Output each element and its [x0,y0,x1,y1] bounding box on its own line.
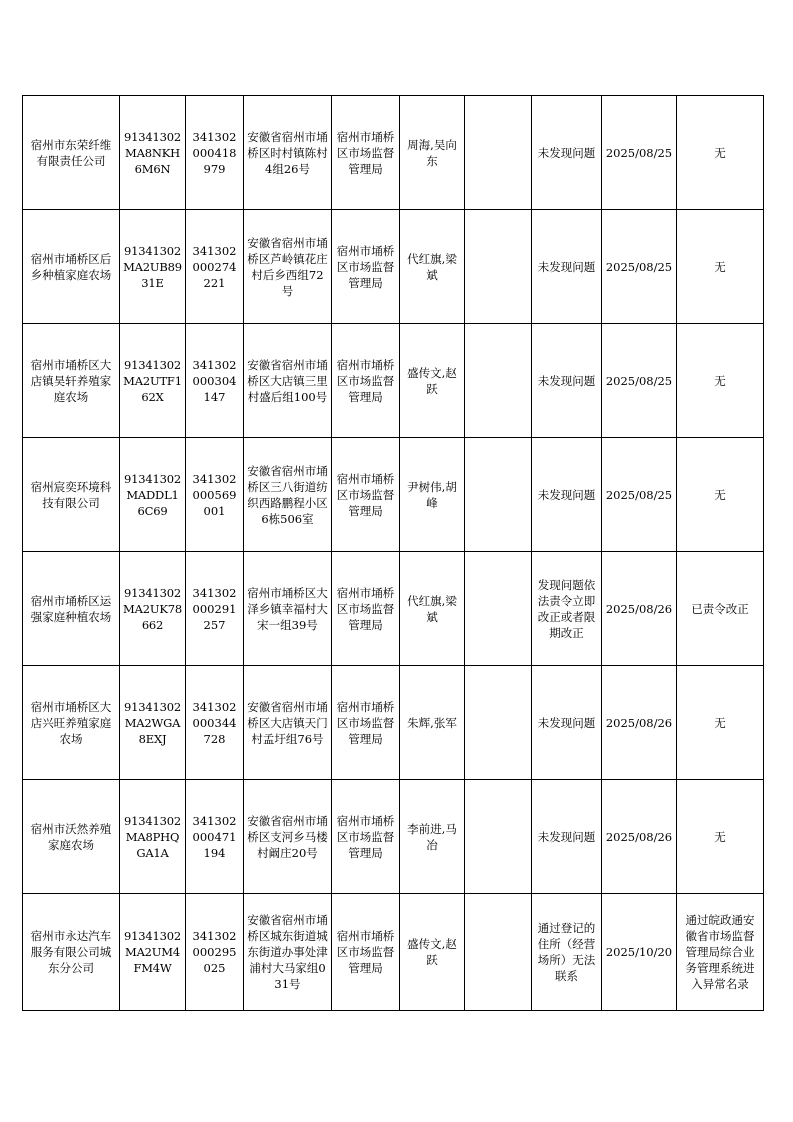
handling-cell: 无 [677,210,764,324]
company-name-cell: 宿州宸奕环境科技有限公司 [23,438,120,552]
credit-code-cell: 91341302MA2WGA8EXJ [120,666,186,780]
result-cell: 未发现问题 [532,210,602,324]
address-cell: 安徽省宿州市埇桥区大店镇三里村盛后组100号 [244,324,332,438]
inspectors-cell: 李前进,马冶 [400,780,465,894]
credit-code-cell: 91341302MA8PHQGA1A [120,780,186,894]
handling-cell: 无 [677,780,764,894]
credit-code-cell: 91341302MA8NKH6M6N [120,96,186,210]
company-name-cell: 宿州市沃然养殖家庭农场 [23,780,120,894]
result-cell: 通过登记的住所（经营场所）无法联系 [532,894,602,1011]
company-name-cell: 宿州市埇桥区大店兴旺养殖家庭农场 [23,666,120,780]
table-row [23,894,764,1011]
authority-cell: 宿州市埇桥区市场监督管理局 [332,666,400,780]
date-cell: 2025/08/25 [602,210,677,324]
inspectors-cell: 代红旗,梁斌 [400,552,465,666]
handling-cell: 无 [677,96,764,210]
date-cell: 2025/08/25 [602,96,677,210]
address-cell: 安徽省宿州市埇桥区大店镇天门村孟圩组76号 [244,666,332,780]
date-cell: 2025/08/26 [602,780,677,894]
authority-cell: 宿州市埇桥区市场监督管理局 [332,210,400,324]
address-cell: 安徽省宿州市埇桥区时村镇陈村4组26号 [244,96,332,210]
handling-cell: 无 [677,666,764,780]
authority-cell: 宿州市埇桥区市场监督管理局 [332,324,400,438]
result-cell: 未发现问题 [532,324,602,438]
registration-number-cell: 341302000291257 [186,552,244,666]
authority-cell: 宿州市埇桥区市场监督管理局 [332,438,400,552]
address-cell: 安徽省宿州市埇桥区支河乡马楼村阚庄20号 [244,780,332,894]
company-name-cell: 宿州市永达汽车服务有限公司城东分公司 [23,894,120,1011]
table-row [23,666,764,780]
inspection-results-table [22,95,764,1011]
company-name-cell: 宿州市埇桥区运强家庭种植农场 [23,552,120,666]
table-row [23,438,764,552]
credit-code-cell: 91341302MA2UB8931E [120,210,186,324]
address-cell: 安徽省宿州市埇桥区城东街道城东街道办事处津浦村大马家组031号 [244,894,332,1011]
registration-number-cell: 341302000304147 [186,324,244,438]
registration-number-cell: 341302000274221 [186,210,244,324]
table-row [23,552,764,666]
authority-cell: 宿州市埇桥区市场监督管理局 [332,552,400,666]
result-cell: 未发现问题 [532,666,602,780]
date-cell: 2025/08/25 [602,324,677,438]
inspectors-cell: 周海,吴向东 [400,96,465,210]
empty-cell [465,96,532,210]
empty-cell [465,780,532,894]
authority-cell: 宿州市埇桥区市场监督管理局 [332,96,400,210]
empty-cell [465,438,532,552]
table-row [23,780,764,894]
result-cell: 未发现问题 [532,438,602,552]
empty-cell [465,894,532,1011]
table-row [23,210,764,324]
inspectors-cell: 代红旗,梁斌 [400,210,465,324]
empty-cell [465,666,532,780]
handling-cell: 已责令改正 [677,552,764,666]
credit-code-cell: 91341302MADDL16C69 [120,438,186,552]
inspectors-cell: 朱辉,张军 [400,666,465,780]
registration-number-cell: 341302000569001 [186,438,244,552]
table-row [23,324,764,438]
registration-number-cell: 341302000344728 [186,666,244,780]
empty-cell [465,552,532,666]
address-cell: 安徽省宿州市埇桥区芦岭镇花庄村后乡西组72号 [244,210,332,324]
date-cell: 2025/10/20 [602,894,677,1011]
company-name-cell: 宿州市埇桥区大店镇昊轩养殖家庭农场 [23,324,120,438]
result-cell: 未发现问题 [532,96,602,210]
handling-cell: 无 [677,324,764,438]
date-cell: 2025/08/25 [602,438,677,552]
credit-code-cell: 91341302MA2UM4FM4W [120,894,186,1011]
credit-code-cell: 91341302MA2UTF162X [120,324,186,438]
date-cell: 2025/08/26 [602,552,677,666]
authority-cell: 宿州市埇桥区市场监督管理局 [332,780,400,894]
handling-cell: 通过皖政通安徽省市场监督管理局综合业务管理系统进入异常名录 [677,894,764,1011]
company-name-cell: 宿州市埇桥区后乡种植家庭农场 [23,210,120,324]
table-row [23,96,764,210]
inspectors-cell: 盛传文,赵跃 [400,324,465,438]
result-cell: 未发现问题 [532,780,602,894]
result-cell: 发现问题依法责令立即改正或者限期改正 [532,552,602,666]
registration-number-cell: 341302000418979 [186,96,244,210]
inspectors-cell: 尹树伟,胡峰 [400,438,465,552]
company-name-cell: 宿州市东荣纤维有限责任公司 [23,96,120,210]
credit-code-cell: 91341302MA2UK78662 [120,552,186,666]
handling-cell: 无 [677,438,764,552]
registration-number-cell: 341302000471194 [186,780,244,894]
registration-number-cell: 341302000295025 [186,894,244,1011]
address-cell: 安徽省宿州市埇桥区三八街道纺织西路鹏程小区6栋506室 [244,438,332,552]
address-cell: 宿州市埇桥区大泽乡镇幸福村大宋一组39号 [244,552,332,666]
inspectors-cell: 盛传文,赵跃 [400,894,465,1011]
empty-cell [465,324,532,438]
empty-cell [465,210,532,324]
date-cell: 2025/08/26 [602,666,677,780]
authority-cell: 宿州市埇桥区市场监督管理局 [332,894,400,1011]
